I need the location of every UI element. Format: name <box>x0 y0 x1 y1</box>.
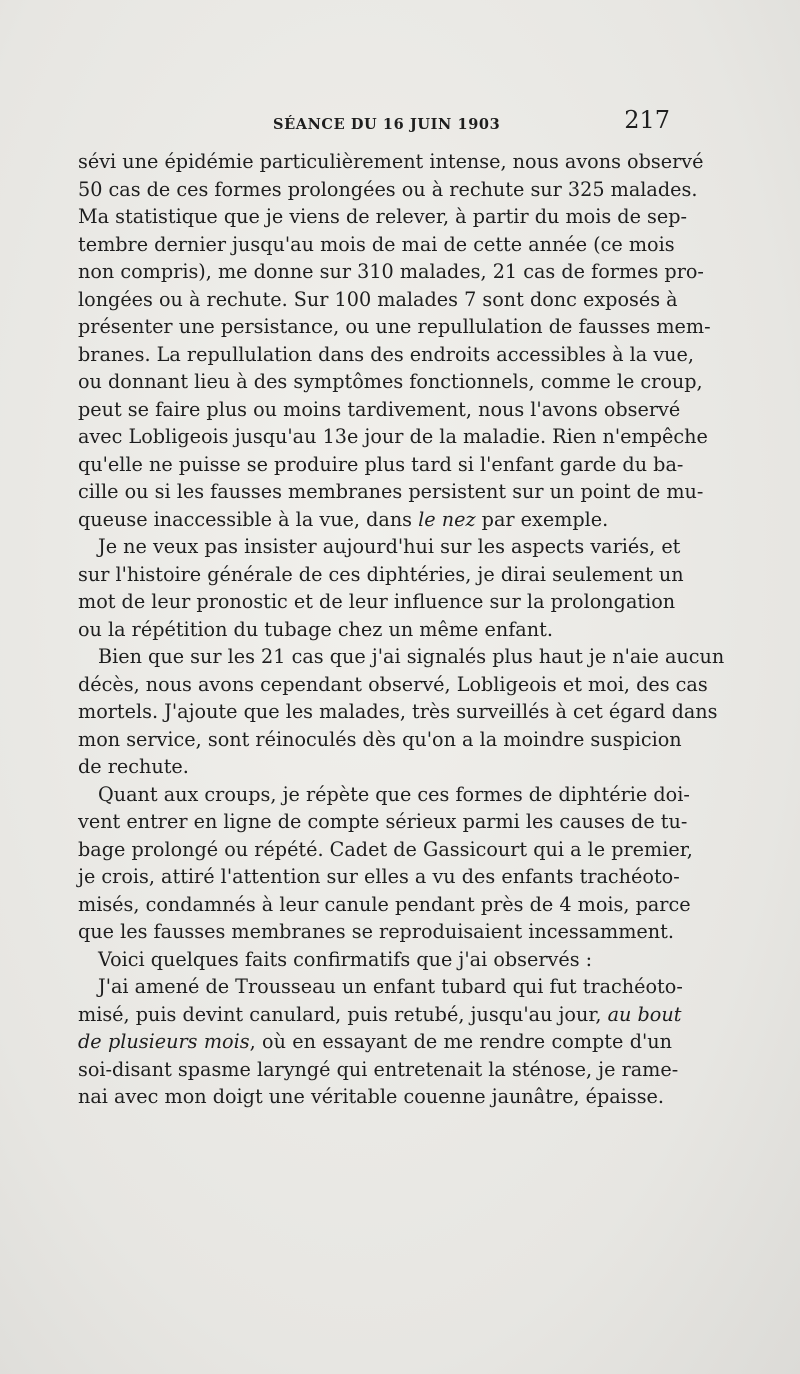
text-line: soi-disant spasme laryngé qui entretenait la sténose, je rame- <box>78 1057 679 1081</box>
text-line: de plusieurs mois, où en essayant de me rendre compte d'un <box>78 1030 672 1053</box>
text-line: je crois, attiré l'attention sur elles a vu des enfants trachéoto- <box>78 865 680 888</box>
text-line: misé, puis devint canulard, puis retubé, jusqu'au jour, au bout <box>78 1002 682 1026</box>
italic-text: au bout <box>607 1002 682 1026</box>
text-line: Quant aux croups, je répète que ces formes de diphtérie doi- <box>98 782 690 806</box>
text-line: non compris), me donne sur 310 malades, 21 cas de formes pro- <box>78 260 704 283</box>
text-line: mon service, sont réinoculés dès qu'on a la moindre suspicion <box>78 727 682 751</box>
italic-text: de plusieurs mois <box>78 1030 250 1053</box>
running-head: SÉANCE DU 16 JUIN 1903 <box>273 116 501 133</box>
text-line: décès, nous avons cependant observé, Lobligeois et moi, des cas <box>78 672 708 696</box>
text-line: ou la répétition du tubage chez un même enfant. <box>78 617 553 641</box>
text-line: mortels. J'ajoute que les malades, très surveillés à cet égard dans <box>78 700 718 723</box>
text-line: Ma statistique que je viens de relever, à partir du mois de sep- <box>78 205 687 228</box>
text-line: sur l'histoire générale de ces diphtéries, je dirai seulement un <box>78 562 684 586</box>
text-line: de rechute. <box>78 755 189 778</box>
text-line: cille ou si les fausses membranes persistent sur un point de mu- <box>78 480 704 503</box>
text-line: tembre dernier jusqu'au mois de mai de cette année (ce mois <box>78 232 675 256</box>
text-line: peut se faire plus ou moins tardivement, nous l'avons observé <box>78 397 681 421</box>
text-line: bage prolongé ou répété. Cadet de Gassicourt qui a le premier, <box>78 837 693 861</box>
text-line: présenter une persistance, ou une repullulation de fausses mem- <box>78 315 711 338</box>
text-line: nai avec mon doigt une véritable couenne jaunâtre, épaisse. <box>78 1085 664 1108</box>
text-line: ou donnant lieu à des symptômes fonctionnels, comme le croup, <box>78 370 703 393</box>
text-line: 50 cas de ces formes prolongées ou à rechute sur 325 malades. <box>78 177 698 201</box>
text-line: avec Lobligeois jusqu'au 13e jour de la maladie. Rien n'empêche <box>78 425 708 448</box>
page-header <box>78 104 672 140</box>
text-line: Voici quelques faits confirmatifs que j'ai observés : <box>98 947 593 971</box>
text-line: mot de leur pronostic et de leur influence sur la prolongation <box>78 590 676 613</box>
text-line: sévi une épidémie particulièrement intense, nous avons observé <box>78 150 704 173</box>
text-line: branes. La repullulation dans des endroits accessibles à la vue, <box>78 342 694 366</box>
text-line: queuse inaccessible à la vue, dans le nez par exemple. <box>78 507 609 531</box>
text-line: que les fausses membranes se reproduisaient incessamment. <box>78 920 674 943</box>
text-line: Bien que sur les 21 cas que j'ai signalés plus haut je n'aie aucun <box>98 645 725 668</box>
text-line: misés, condamnés à leur canule pendant près de 4 mois, parce <box>78 892 691 916</box>
text-line: J'ai amené de Trousseau un enfant tubard qui fut trachéoto- <box>98 975 683 998</box>
text-line: longées ou à rechute. Sur 100 malades 7 sont donc exposés à <box>78 287 678 311</box>
italic-text: le nez <box>418 507 476 531</box>
page-number: 217 <box>624 106 670 134</box>
text-line: Je ne veux pas insister aujourd'hui sur les aspects variés, et <box>98 535 681 558</box>
text-line: qu'elle ne puisse se produire plus tard si l'enfant garde du ba- <box>78 452 684 476</box>
body-text <box>78 148 725 1111</box>
text-line: vent entrer en ligne de compte sérieux parmi les causes de tu- <box>78 810 688 833</box>
